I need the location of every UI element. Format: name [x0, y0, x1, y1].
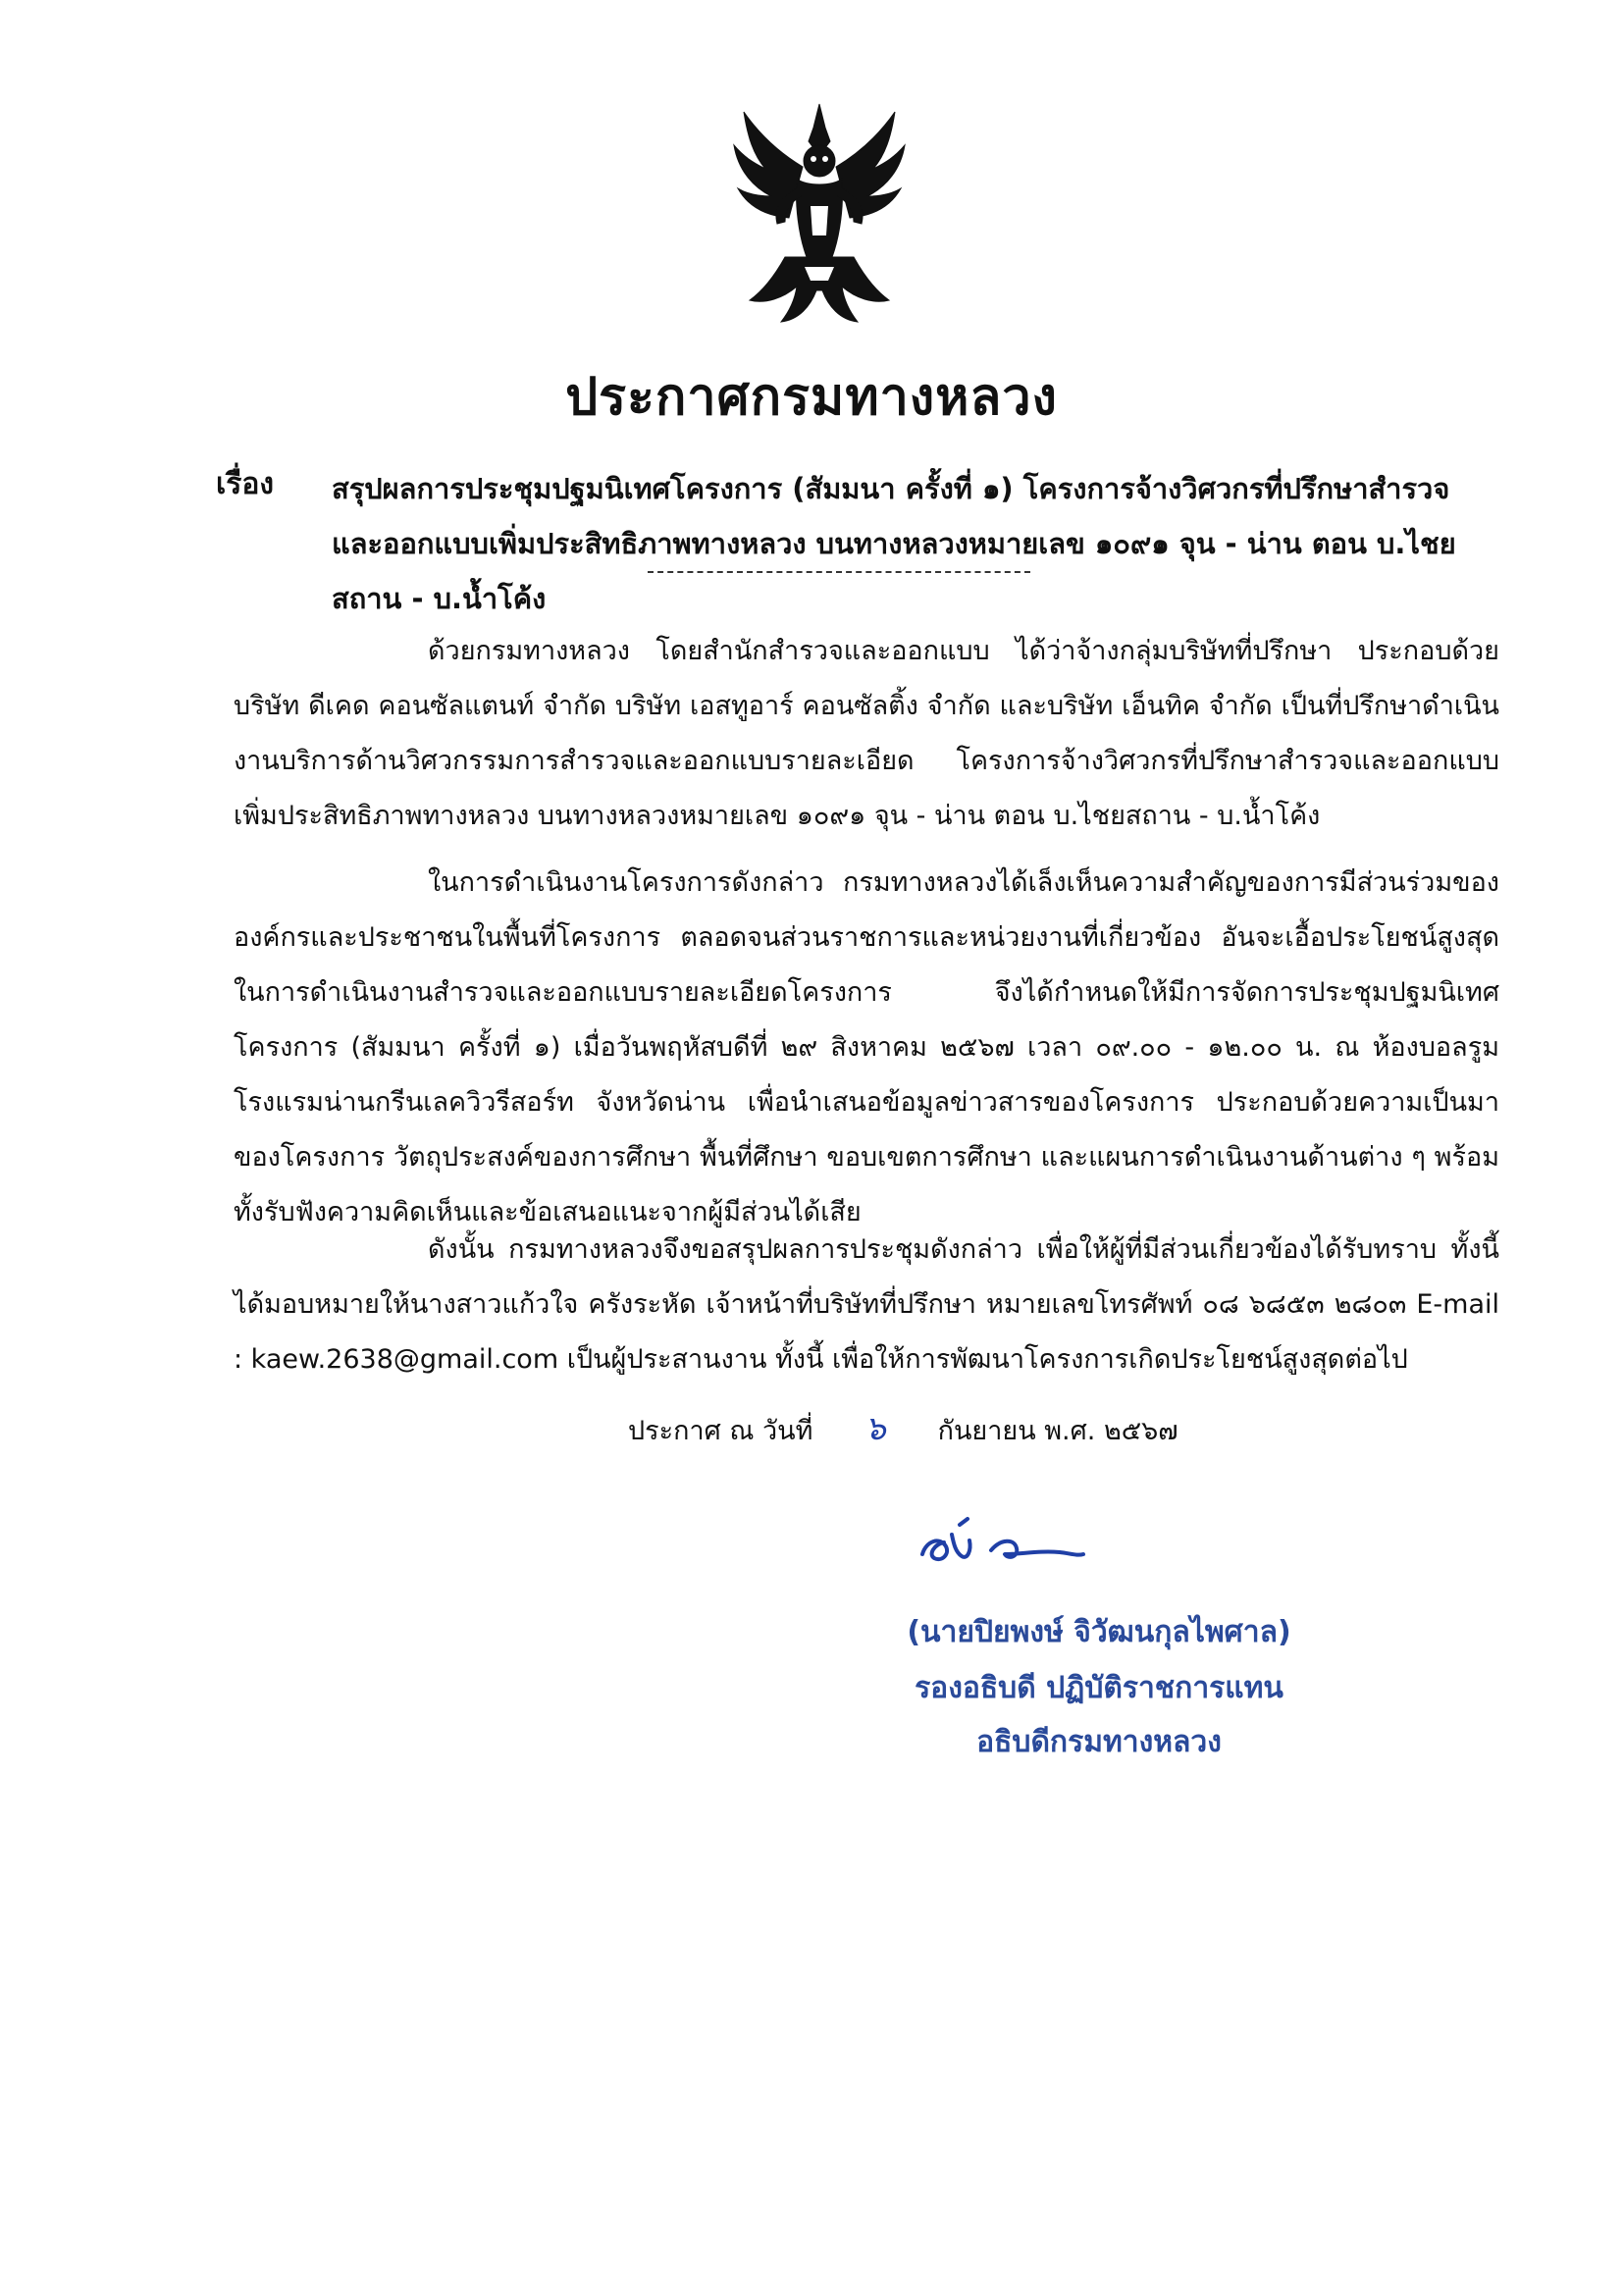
date-day-handwritten: ๖ — [864, 1409, 886, 1448]
signer-position: รองอธิบดี ปฏิบัติราชการแทน — [915, 1671, 1283, 1705]
body-paragraph-1: ด้วยกรมทางหลวง โดยสำนักสำรวจและออกแบบ ได้ว่าจ้างกลุ่มบริษัทที่ปรึกษา ประกอบด้วย บริษัท ดีเคด คอนซัลแตนท์ จำกัด บริษัท เอสทูอาร์ คอนซัลติ้ง จำกัด และบริษัท เอ็นทิค จำกัด เป็นที่ปรึกษาดำเนินงานบริการด้านวิศวกรรมการสำรวจและออกแบบรายละเอียด โครงการจ้างวิศวกรที่ปรึกษาสำรวจและออกแบบเพิ่มประสิทธิภาพทางหลวง บนทางหลวงหมายเลข ๑๐๙๑ จุน - น่าน ตอน บ.ไชยสถาน - บ.น้ำโค้ง — [234, 636, 1499, 831]
body-paragraph-2: ในการดำเนินงานโครงการดังกล่าว กรมทางหลวงได้เล็งเห็นความสำคัญของการมีส่วนร่วมขององค์กรและประชาชนในพื้นที่โครงการ ตลอดจนส่วนราชการและหน่วยงานที่เกี่ยวข้อง อันจะเอื้อประโยชน์สูงสุดในการดำเนินงานสำรวจและออกแบบรายละเอียดโครงการ จึงได้กำหนดให้มีการจัดการประชุมปฐมนิเทศโครงการ (สัมมนา ครั้งที่ ๑) เมื่อวันพฤหัสบดีที่ ๒๙ สิงหาคม ๒๕๖๗ เวลา ๐๙.๐๐ - ๑๒.๐๐ น. ณ ห้องบอลรูม โรงแรมน่านกรีนเลควิวรีสอร์ท จังหวัดน่าน เพื่อนำเสนอข้อมูลข่าวสารของโครงการ ประกอบด้วยความเป็นมาของโครงการ วัตถุประสงค์ของการศึกษา พื้นที่ศึกษา ขอบเขตการศึกษา และแผนการดำเนินงานด้านต่าง ๆ พร้อมทั้งรับฟังความคิดเห็นและข้อเสนอแนะจากผู้มีส่วนได้เสีย — [234, 867, 1499, 1227]
garuda-emblem-icon — [726, 98, 913, 334]
subject-label: เรื่อง — [216, 467, 275, 501]
page-title: ประกาศกรมทางหลวง — [565, 368, 1058, 427]
date-suffix: กันยายน พ.ศ. ๒๕๖๗ — [937, 1416, 1178, 1446]
signer-name: (นายปิยพงษ์ จิวัฒนกุลไพศาล) — [907, 1615, 1291, 1649]
separator-line — [648, 571, 1030, 573]
subject-text: สรุปผลการประชุมปฐมนิเทศโครงการ (สัมมนา ครั้งที่ ๑) โครงการจ้างวิศวกรที่ปรึกษาสำรวจและออกแบบเพิ่มประสิทธิภาพทางหลวง บนทางหลวงหมายเลข ๑๐๙๑ จุน - น่าน ตอน บ.ไชยสถาน - บ.น้ำโค้ง — [332, 472, 1456, 615]
signer-organization: อธิบดีกรมทางหลวง — [976, 1725, 1222, 1759]
announcement-date — [628, 1401, 1178, 1454]
body-paragraph-3: ดังนั้น กรมทางหลวงจึงขอสรุปผลการประชุมดังกล่าว เพื่อให้ผู้ที่มีส่วนเกี่ยวข้องได้รับทราบ ทั้งนี้ ได้มอบหมายให้นางสาวแก้วใจ ครังระหัด เจ้าหน้าที่บริษัทที่ปรึกษา หมายเลขโทรศัพท์ ๐๘ ๖๘๕๓ ๒๘๐๓ E-mail : kaew.2638@gmail.com เป็นผู้ประสานงาน ทั้งนี้ เพื่อให้การพัฒนาโครงการเกิดประโยชน์สูงสุดต่อไป — [234, 1234, 1499, 1375]
date-prefix: ประกาศ ณ วันที่ — [628, 1416, 813, 1446]
handwritten-signature — [913, 1511, 1089, 1580]
